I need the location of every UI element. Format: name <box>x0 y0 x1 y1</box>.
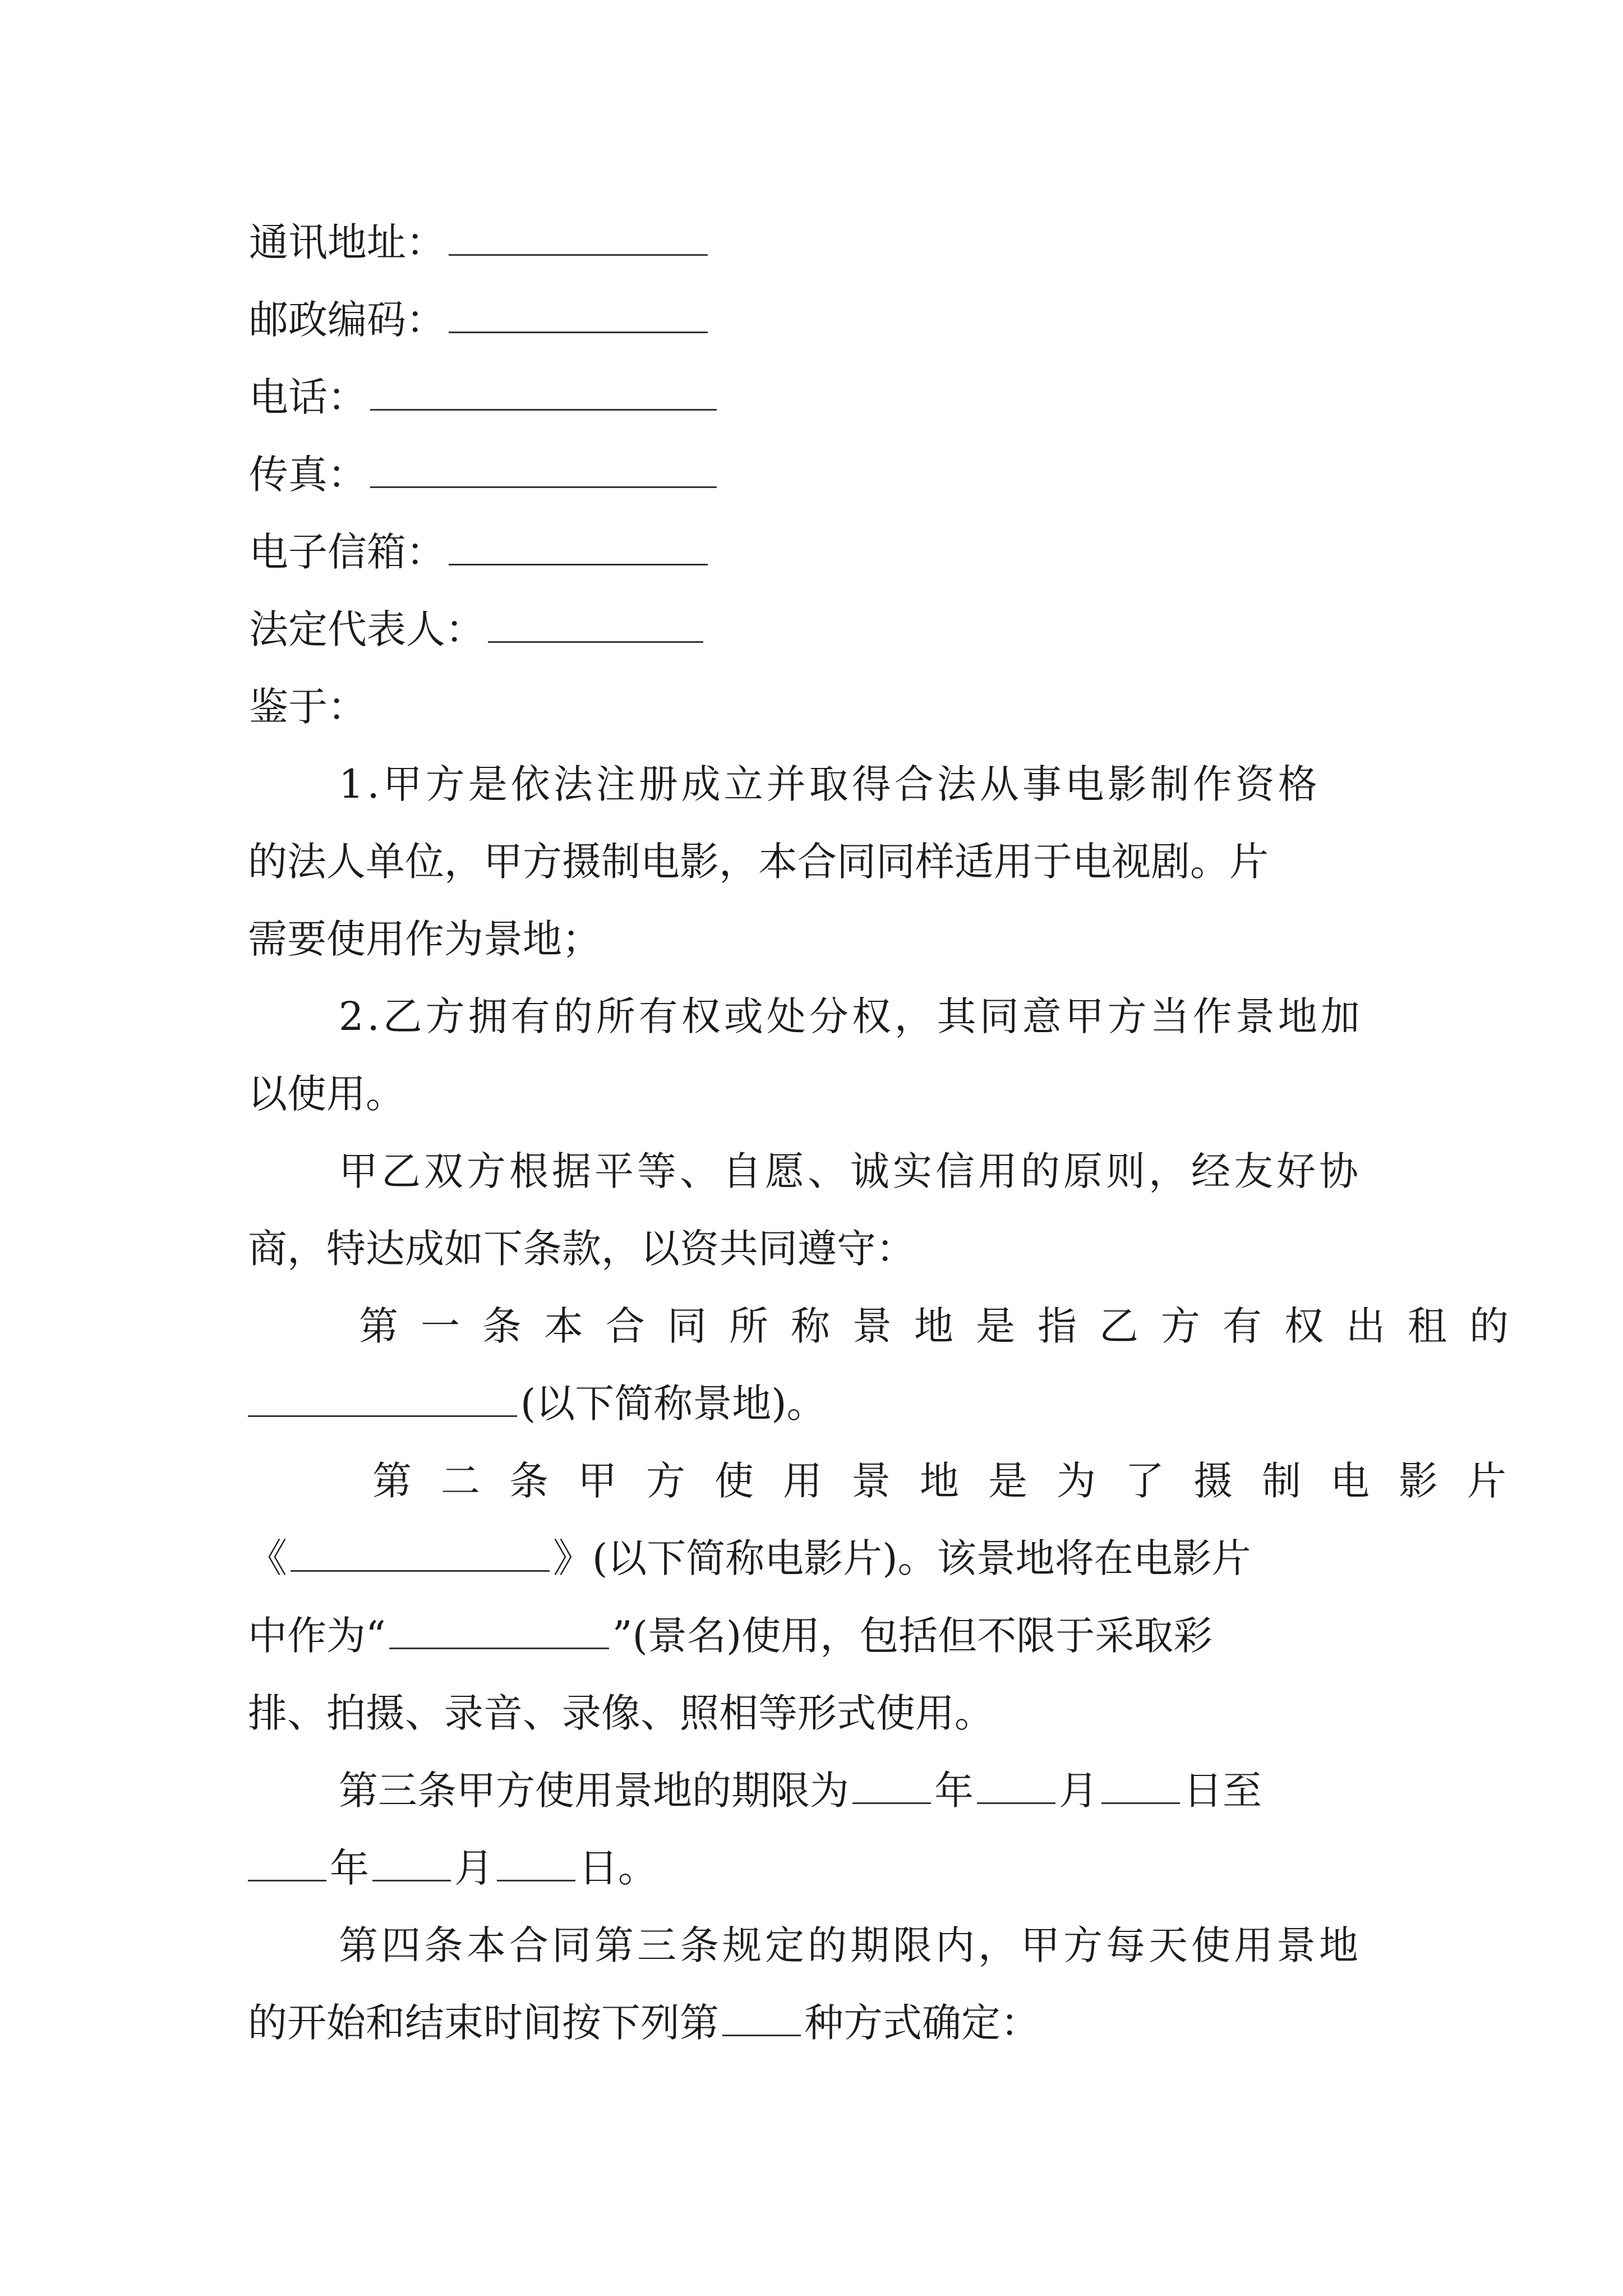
field-phone <box>249 359 1382 436</box>
legal-rep-blank[interactable] <box>488 597 703 643</box>
field-label: 电话： <box>249 374 367 420</box>
scene-name-blank[interactable] <box>389 1604 609 1649</box>
whereas-heading: 鉴于： <box>249 684 367 730</box>
field-email <box>249 514 1382 591</box>
art3-line1 <box>339 1752 1382 1829</box>
end-year-blank[interactable] <box>248 1836 326 1881</box>
method-number-blank[interactable] <box>722 1991 801 2036</box>
art1-line2 <box>248 1365 1381 1442</box>
field-postcode <box>249 282 1382 358</box>
p1-line1: 1.甲方是依法注册成立并取得合法从事电影制作资格 <box>339 761 1321 807</box>
art3-dayend-label: 日。 <box>579 1845 657 1891</box>
postcode-blank[interactable] <box>449 288 708 333</box>
field-label: 电子信箱： <box>249 529 445 575</box>
art3-line2 <box>248 1830 1381 1907</box>
p1-line2: 的法人单位，甲方摄制电影，本合同同样适用于电视剧。片 <box>248 839 1269 885</box>
art3-year-label-2: 年 <box>330 1845 369 1891</box>
p2-line2: 以使用。 <box>248 1071 405 1117</box>
start-day-blank[interactable] <box>1101 1759 1180 1804</box>
art3-dayto-label: 日至 <box>1183 1768 1262 1814</box>
end-month-blank[interactable] <box>372 1836 451 1881</box>
phone-blank[interactable] <box>370 365 717 411</box>
field-legal-rep <box>249 591 1382 668</box>
address-blank[interactable] <box>449 210 708 256</box>
end-day-blank[interactable] <box>497 1836 575 1881</box>
art3-line1-head: 第三条甲方使用景地的期限为 <box>339 1768 849 1814</box>
start-month-blank[interactable] <box>977 1759 1055 1804</box>
art1-line2-text: (以下简称景地)。 <box>520 1381 826 1427</box>
art2-line3-tail: ”(景名)使用，包括但不限于采取彩 <box>612 1613 1213 1659</box>
film-title-blank[interactable] <box>291 1526 550 1572</box>
art2-line3-head: 中作为“ <box>248 1613 386 1659</box>
art2-open-bracket: 《 <box>248 1535 287 1581</box>
art3-year-label: 年 <box>934 1768 974 1814</box>
p3-line2: 商，特达成如下条款，以资共同遵守： <box>248 1226 915 1272</box>
art2-line1: 第二条甲方使用景地是为了摄制电影片 <box>372 1458 1536 1504</box>
art1-line1: 第一条本合同所称景地是指乙方有权出租的 <box>359 1303 1531 1349</box>
art4-line2-tail: 种方式确定： <box>804 2000 1040 2046</box>
p3-line1: 甲乙双方根据平等、自愿、诚实信用的原则，经友好协 <box>339 1148 1362 1194</box>
field-fax <box>249 436 1382 513</box>
art2-line4: 排、拍摄、录音、录像、照相等形式使用。 <box>248 1690 994 1736</box>
field-label: 法定代表人： <box>249 606 485 652</box>
art3-month-label-2: 月 <box>454 1845 494 1891</box>
art4-line2 <box>248 1985 1381 2062</box>
field-label: 传真： <box>249 452 367 498</box>
email-blank[interactable] <box>449 520 708 565</box>
art2-line2 <box>248 1520 1381 1597</box>
venue-blank[interactable] <box>248 1372 517 1417</box>
art2-line3 <box>248 1598 1381 1674</box>
art4-line2-head: 的开始和结束时间按下列第 <box>248 2000 719 2046</box>
art3-month-label: 月 <box>1059 1768 1098 1814</box>
art2-line2-text: 》(以下简称电影片)。该景地将在电影片 <box>553 1535 1251 1581</box>
p1-line3: 需要使用作为景地； <box>248 916 601 962</box>
field-address <box>249 204 1382 281</box>
fax-blank[interactable] <box>370 443 717 488</box>
art4-line1: 第四条本合同第三条规定的期限内，甲方每天使用景地 <box>339 1922 1362 1968</box>
start-year-blank[interactable] <box>852 1759 931 1804</box>
field-label: 邮政编码： <box>249 297 445 343</box>
p2-line1: 2.乙方拥有的所有权或处分权，其同意甲方当作景地加 <box>339 993 1363 1039</box>
field-label: 通讯地址： <box>249 219 445 265</box>
